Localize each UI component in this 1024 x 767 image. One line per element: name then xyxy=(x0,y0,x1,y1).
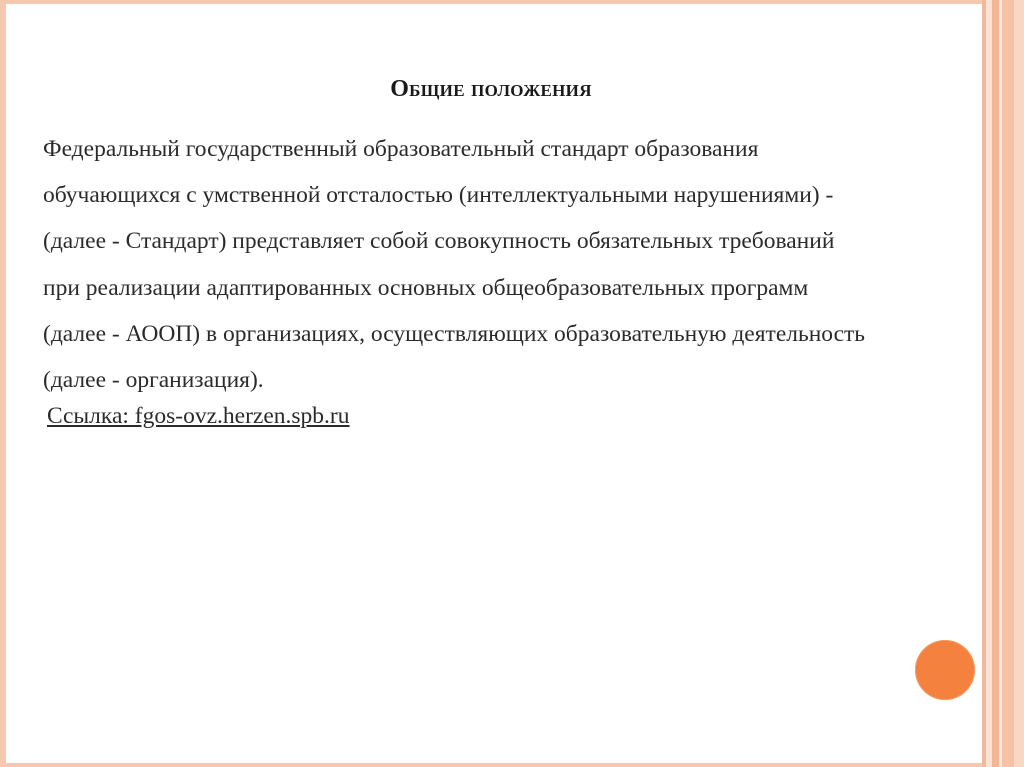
frame-left-border xyxy=(0,0,6,767)
decor-stripe xyxy=(1002,0,1014,767)
decor-stripe xyxy=(1014,0,1024,767)
frame-bottom-border xyxy=(0,763,982,767)
body-line: (далее - АООП) в организациях, осуществляющих образовательную деятельность xyxy=(43,320,866,347)
body-line: при реализации адаптированных основных общеобразовательных программ xyxy=(43,274,809,301)
body-line: (далее - организация). xyxy=(43,367,264,394)
frame-top-border xyxy=(0,0,982,4)
orange-circle-icon xyxy=(915,640,975,700)
body-line: обучающихся с умственной отсталостью (интеллектуальными нарушениями) - xyxy=(43,182,834,209)
reference-link[interactable]: Ссылка: fgos-ovz.herzen.spb.ru xyxy=(47,403,350,429)
body-line: (далее - Стандарт) представляет собой совокупность обязательных требований xyxy=(43,228,835,255)
body-line: Федеральный государственный образовательный стандарт образования xyxy=(43,136,759,162)
body-paragraph xyxy=(43,126,973,403)
decor-stripe xyxy=(992,0,999,767)
slide-title: Общие положения xyxy=(390,76,592,102)
